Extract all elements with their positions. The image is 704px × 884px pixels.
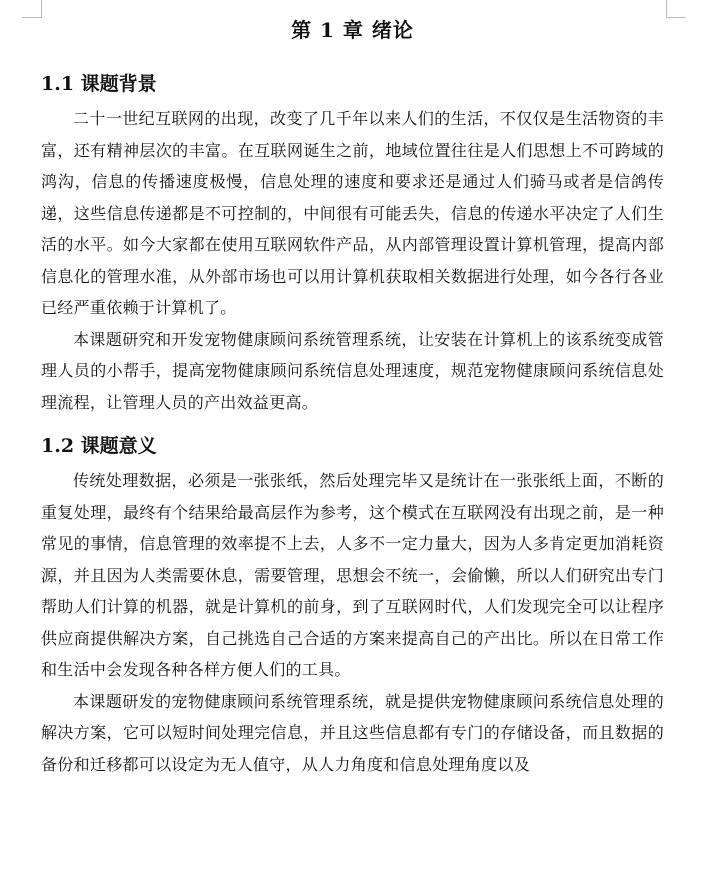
- crop-mark-top-left-horizontal: [22, 17, 42, 18]
- section-heading-significance: 1.2 课题意义: [41, 435, 157, 457]
- paragraph-background-2: 本课题研究和开发宠物健康顾问系统管理系统，让安装在计算机上的该系统变成管理人员的小帮手，提高宠物健康顾问系统信息处理速度，规范宠物健康顾问系统信息处理流程，让管理人员的产出效益更高。: [41, 329, 664, 412]
- paragraph-significance-2: 本课题研发的宠物健康顾问系统管理系统，就是提供宠物健康顾问系统信息处理的解决方案，它可以短时间处理完信息，并且这些信息都有专门的存储设备，而且数据的备份和迁移都可以设定为无人值守，从人力角度和信息处理角度以及: [41, 691, 664, 774]
- document-body: [41, 16, 664, 790]
- paragraph-background-1: 二十一世纪互联网的出现，改变了几千年以来人们的生活，不仅仅是生活物资的丰富，还有精神层次的丰富。在互联网诞生之前，地域位置往往是人们思想上不可跨域的鸿沟，信息的传播速度极慢，信息处理的速度和要求还是通过人们骑马或者是信鸽传递，这些信息传递都是不可控制的，中间很有可能丢失，信息的传递水平决定了人们生活的水平。如今大家都在使用互联网软件产品，从内部管理设置计算机管理，提高内部信息化的管理水准，从外部市场也可以用计算机获取相关数据进行处理，如今各行各业已经严重依赖于计算机了。: [41, 109, 664, 317]
- chapter-title: 第 1 章 绪论: [291, 18, 414, 42]
- paragraph-significance-1: 传统处理数据，必须是一张张纸，然后处理完毕又是统计在一张张纸上面，不断的重复处理，最终有个结果给最高层作为参考，这个模式在互联网没有出现之前，是一种常见的事情，信息管理的效率提不上去，人多不一定力量大，因为人多肯定更加消耗资源，并且因为人类需要休息，需要管理，思想会不统一，会偷懒，所以人们研究出专门帮助人们计算的机器，就是计算机的前身，到了互联网时代，人们发现完全可以让程序供应商提供解决方案，自己挑选自己合适的方案来提高自己的产出比。所以在日常工作和生活中会发现各种各样方便人们的工具。: [41, 471, 664, 679]
- section-heading-background: 1.1 课题背景: [41, 73, 157, 95]
- crop-mark-top-right-vertical: [666, 0, 667, 18]
- crop-mark-top-right-horizontal: [666, 17, 686, 18]
